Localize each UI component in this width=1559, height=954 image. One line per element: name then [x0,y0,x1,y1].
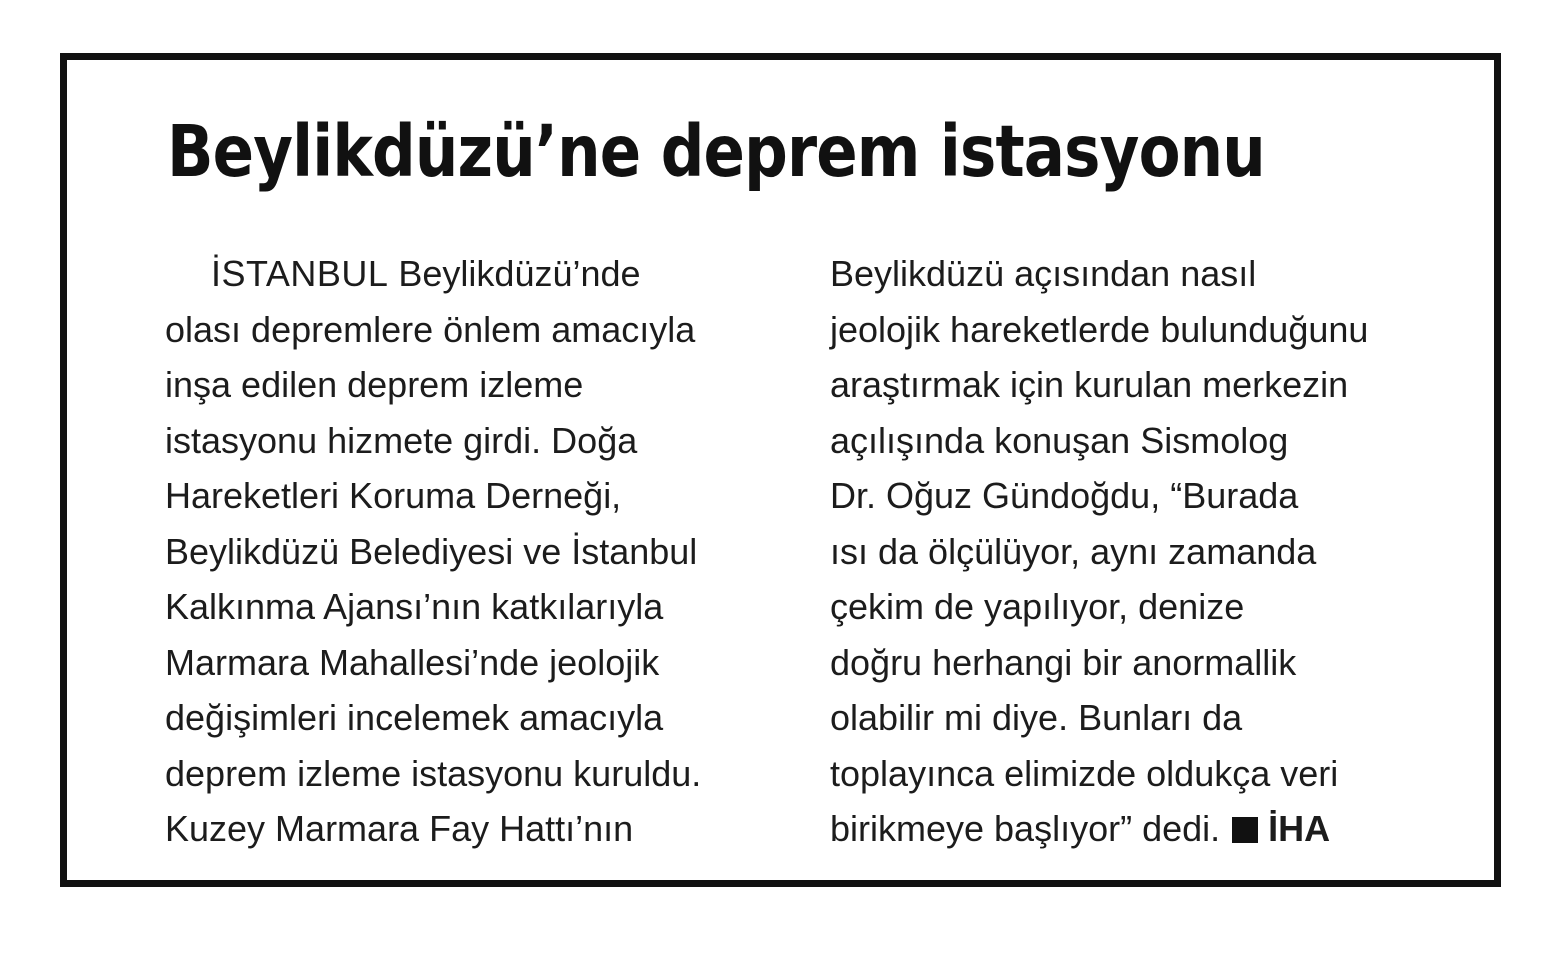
article-text: birikmeye başlıyor” dedi. [830,808,1221,849]
news-clipping [60,53,1501,887]
article-line: Marmara Mahallesi’nde jeolojik [165,641,660,683]
left-column [165,246,701,857]
article-line: istasyonu hizmete girdi. Doğa [165,419,638,461]
article-line [830,801,1368,857]
article-line: olabilir mi diye. Bunları da [830,697,1243,738]
article-line: Hareketleri Koruma Derneği, [165,475,622,516]
article-line: toplayınca elimizde oldukça veri [830,752,1339,794]
article-line: Kalkınma Ajansı’nın katkılarıyla [165,586,664,627]
article-line: açılışında konuşan Sismolog [830,419,1289,461]
news-agency-credit: İHA [1268,808,1331,849]
article-line [165,246,701,302]
article-line: Kuzey Marmara Fay Hattı’nın [165,808,634,849]
headline: Beylikdüzü’ne deprem istasyonu [167,110,1265,193]
article-line: Dr. Oğuz Gündoğdu, “Burada [830,475,1299,516]
article-line: çekim de yapılıyor, denize [830,586,1245,627]
article-line: Beylikdüzü Belediyesi ve İstanbul [165,530,698,572]
article-line: jeolojik hareketlerde bulunduğunu [830,308,1369,350]
article-line: araştırmak için kurulan merkezin [830,364,1349,405]
article-text: Beylikdüzü’nde [398,253,641,294]
dateline: İSTANBUL [211,253,389,294]
article-line: olası depremlere önlem amacıyla [165,308,696,350]
article-line: inşa edilen deprem izleme [165,364,584,405]
article-line: deprem izleme istasyonu kuruldu. [165,752,702,794]
end-of-article-square-icon [1232,817,1258,843]
article-line: değişimleri incelemek amacıyla [165,697,664,738]
article-line: doğru herhangi bir anormallik [830,641,1297,683]
article-line: ısı da ölçülüyor, aynı zamanda [830,530,1317,572]
article-line: Beylikdüzü açısından nasıl [830,253,1257,294]
right-column [830,246,1368,857]
